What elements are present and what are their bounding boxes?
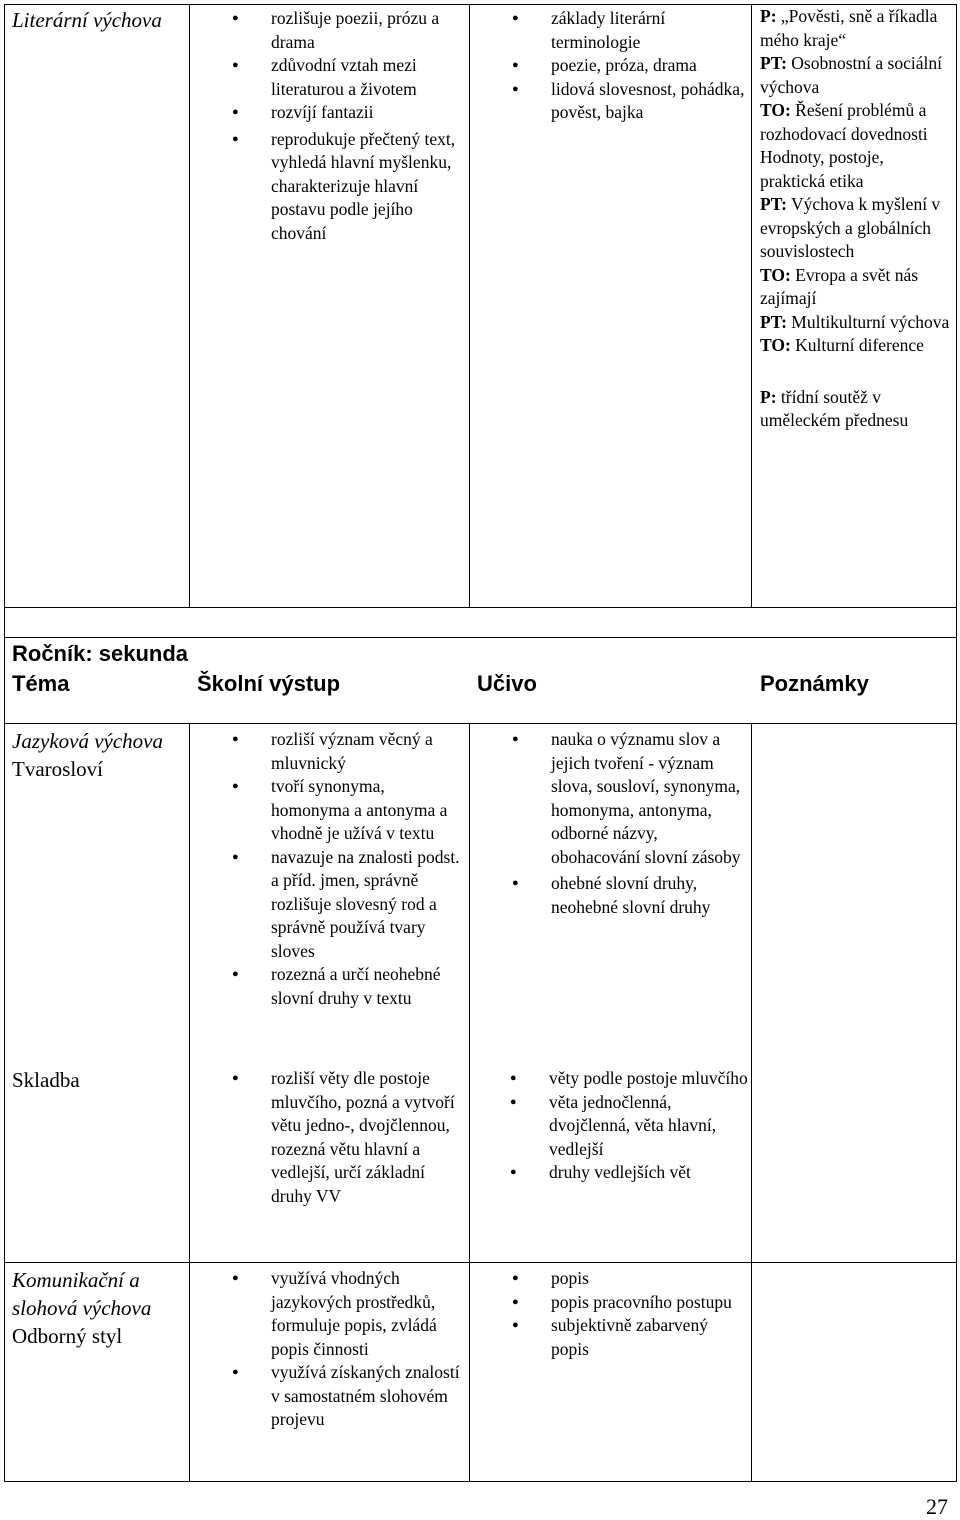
curriculum-komunikacni [510, 1267, 748, 1361]
outputs-komunikacni [230, 1267, 465, 1432]
curriculum-literarni [510, 7, 748, 125]
rule-col3-top [469, 4, 470, 608]
curriculum-item: ● popis [510, 1267, 748, 1291]
page-number: 27 [926, 1494, 948, 1519]
note-line: Hodnoty, postoje, praktická etika [760, 147, 884, 191]
output-item: ● rozlišuje poezii, prózu a drama [230, 7, 465, 54]
column-header-poznamky: Poznámky [760, 671, 869, 696]
rule-col2-top [189, 4, 190, 608]
output-item: ● využívá získaných znalostí v samostatném slohovém projevu [230, 1361, 465, 1432]
curriculum-item: ● poezie, próza, drama [510, 54, 748, 78]
year-heading: Ročník: sekunda [12, 641, 189, 666]
note-competition: P: třídní soutěž v uměleckém přednesu [760, 386, 909, 430]
rule-col4-body [751, 723, 752, 1482]
output-item: ● využívá vhodných jazykových prostředků, formuluje popis, zvládá popis činnosti [230, 1267, 465, 1361]
topic-title: Komunikační a slohová výchova [12, 1268, 152, 1320]
curriculum-item: ● subjektivně zabarvený popis [510, 1314, 748, 1361]
topic-literarni-vychova: Literární výchova [12, 8, 162, 32]
curriculum-item: ● popis pracovního postupu [510, 1291, 748, 1315]
note-line: PT: Osobnostní a sociální výchova [760, 53, 942, 97]
topic-title: Jazyková výchova [12, 729, 163, 753]
output-item: ● tvoří synonyma, homonyma a antonyma a vhodně je užívá v textu [230, 775, 465, 846]
output-item: ● rozliší věty dle postoje mluvčího, pozná a vytvoří větu jedno-, dvojčlennou, rozezná větu hlavní a vedlejší, určí základní druhy VV [230, 1067, 465, 1208]
curriculum-item: ● lidová slovesnost, pohádka, pověst, bajka [510, 78, 748, 125]
output-item: ● navazuje na znalosti podst. a příd. jmen, správně rozlišuje slovesný rod a správně používá tvary sloves [230, 846, 465, 964]
topic-jazykova-vychova [12, 727, 182, 783]
outputs-skladba [230, 1067, 465, 1208]
curriculum-skladba [508, 1067, 748, 1185]
column-header-tema: Téma [12, 671, 70, 696]
curriculum-item: ● věty podle postoje mluvčího [508, 1067, 748, 1091]
output-item: ● reprodukuje přečtený text, vyhledá hlavní myšlenku, charakterizuje hlavní postavu podle jejího chování [230, 128, 465, 246]
rule-header-bottom [4, 723, 957, 724]
notes-literarni [760, 5, 952, 433]
rule-col4-top [751, 4, 752, 608]
rule-top-section-bottom [4, 607, 957, 608]
note-line: PT: Multikulturní výchova [760, 311, 950, 332]
rule-section-divider [4, 1262, 957, 1263]
output-item: ● zdůvodní vztah mezi literaturou a životem [230, 54, 465, 101]
note-line: TO: Evropa a svět nás zajímají [760, 264, 919, 308]
output-item: ● rozvíjí fantazii [230, 101, 465, 125]
note-line: PT: Výchova k myšlení v evropských a globálních souvislostech [760, 194, 941, 261]
outputs-jazykova [230, 728, 465, 1010]
output-item: ● rozliší význam věcný a mluvnický [230, 728, 465, 775]
note-line: P: „Pověsti, sně a říkadla mého kraje“ [760, 6, 938, 50]
column-header-skolni-vystup: Školní výstup [197, 671, 341, 696]
curriculum-item: ● ohebné slovní druhy, neohebné slovní druhy [510, 872, 748, 919]
note-line: TO: Řešení problémů a rozhodovací dovednosti [760, 100, 928, 144]
rule-header-top [4, 637, 957, 638]
rule-right [956, 4, 957, 1482]
subtopic-odborny-styl: Odborný styl [12, 1324, 123, 1348]
outputs-literarni [230, 7, 465, 245]
curriculum-item: ● základy literární terminologie [510, 7, 748, 54]
note-line: TO: Kulturní diference [760, 335, 924, 355]
output-item: ● rozezná a určí neohebné slovní druhy v textu [230, 963, 465, 1010]
subtopic-tvarosloví: Tvarosloví [12, 757, 103, 781]
curriculum-jazykova [510, 728, 748, 919]
column-header-ucivo: Učivo [477, 671, 537, 696]
rule-bottom [4, 1481, 957, 1482]
topic-skladba: Skladba [12, 1068, 80, 1092]
topic-komunikacni-vychova [12, 1266, 187, 1350]
rule-left [4, 4, 5, 1482]
curriculum-item: ● druhy vedlejších vět [508, 1161, 748, 1185]
rule-col3-body [469, 723, 470, 1482]
rule-col2-body [189, 723, 190, 1482]
curriculum-item: ● věta jednočlenná, dvojčlenná, věta hlavní, vedlejší [508, 1091, 748, 1162]
curriculum-item: ● nauka o významu slov a jejich tvoření - význam slova, sousloví, synonyma, homonyma, antonyma, odborné názvy, obohacování slovní zásoby [510, 728, 748, 869]
